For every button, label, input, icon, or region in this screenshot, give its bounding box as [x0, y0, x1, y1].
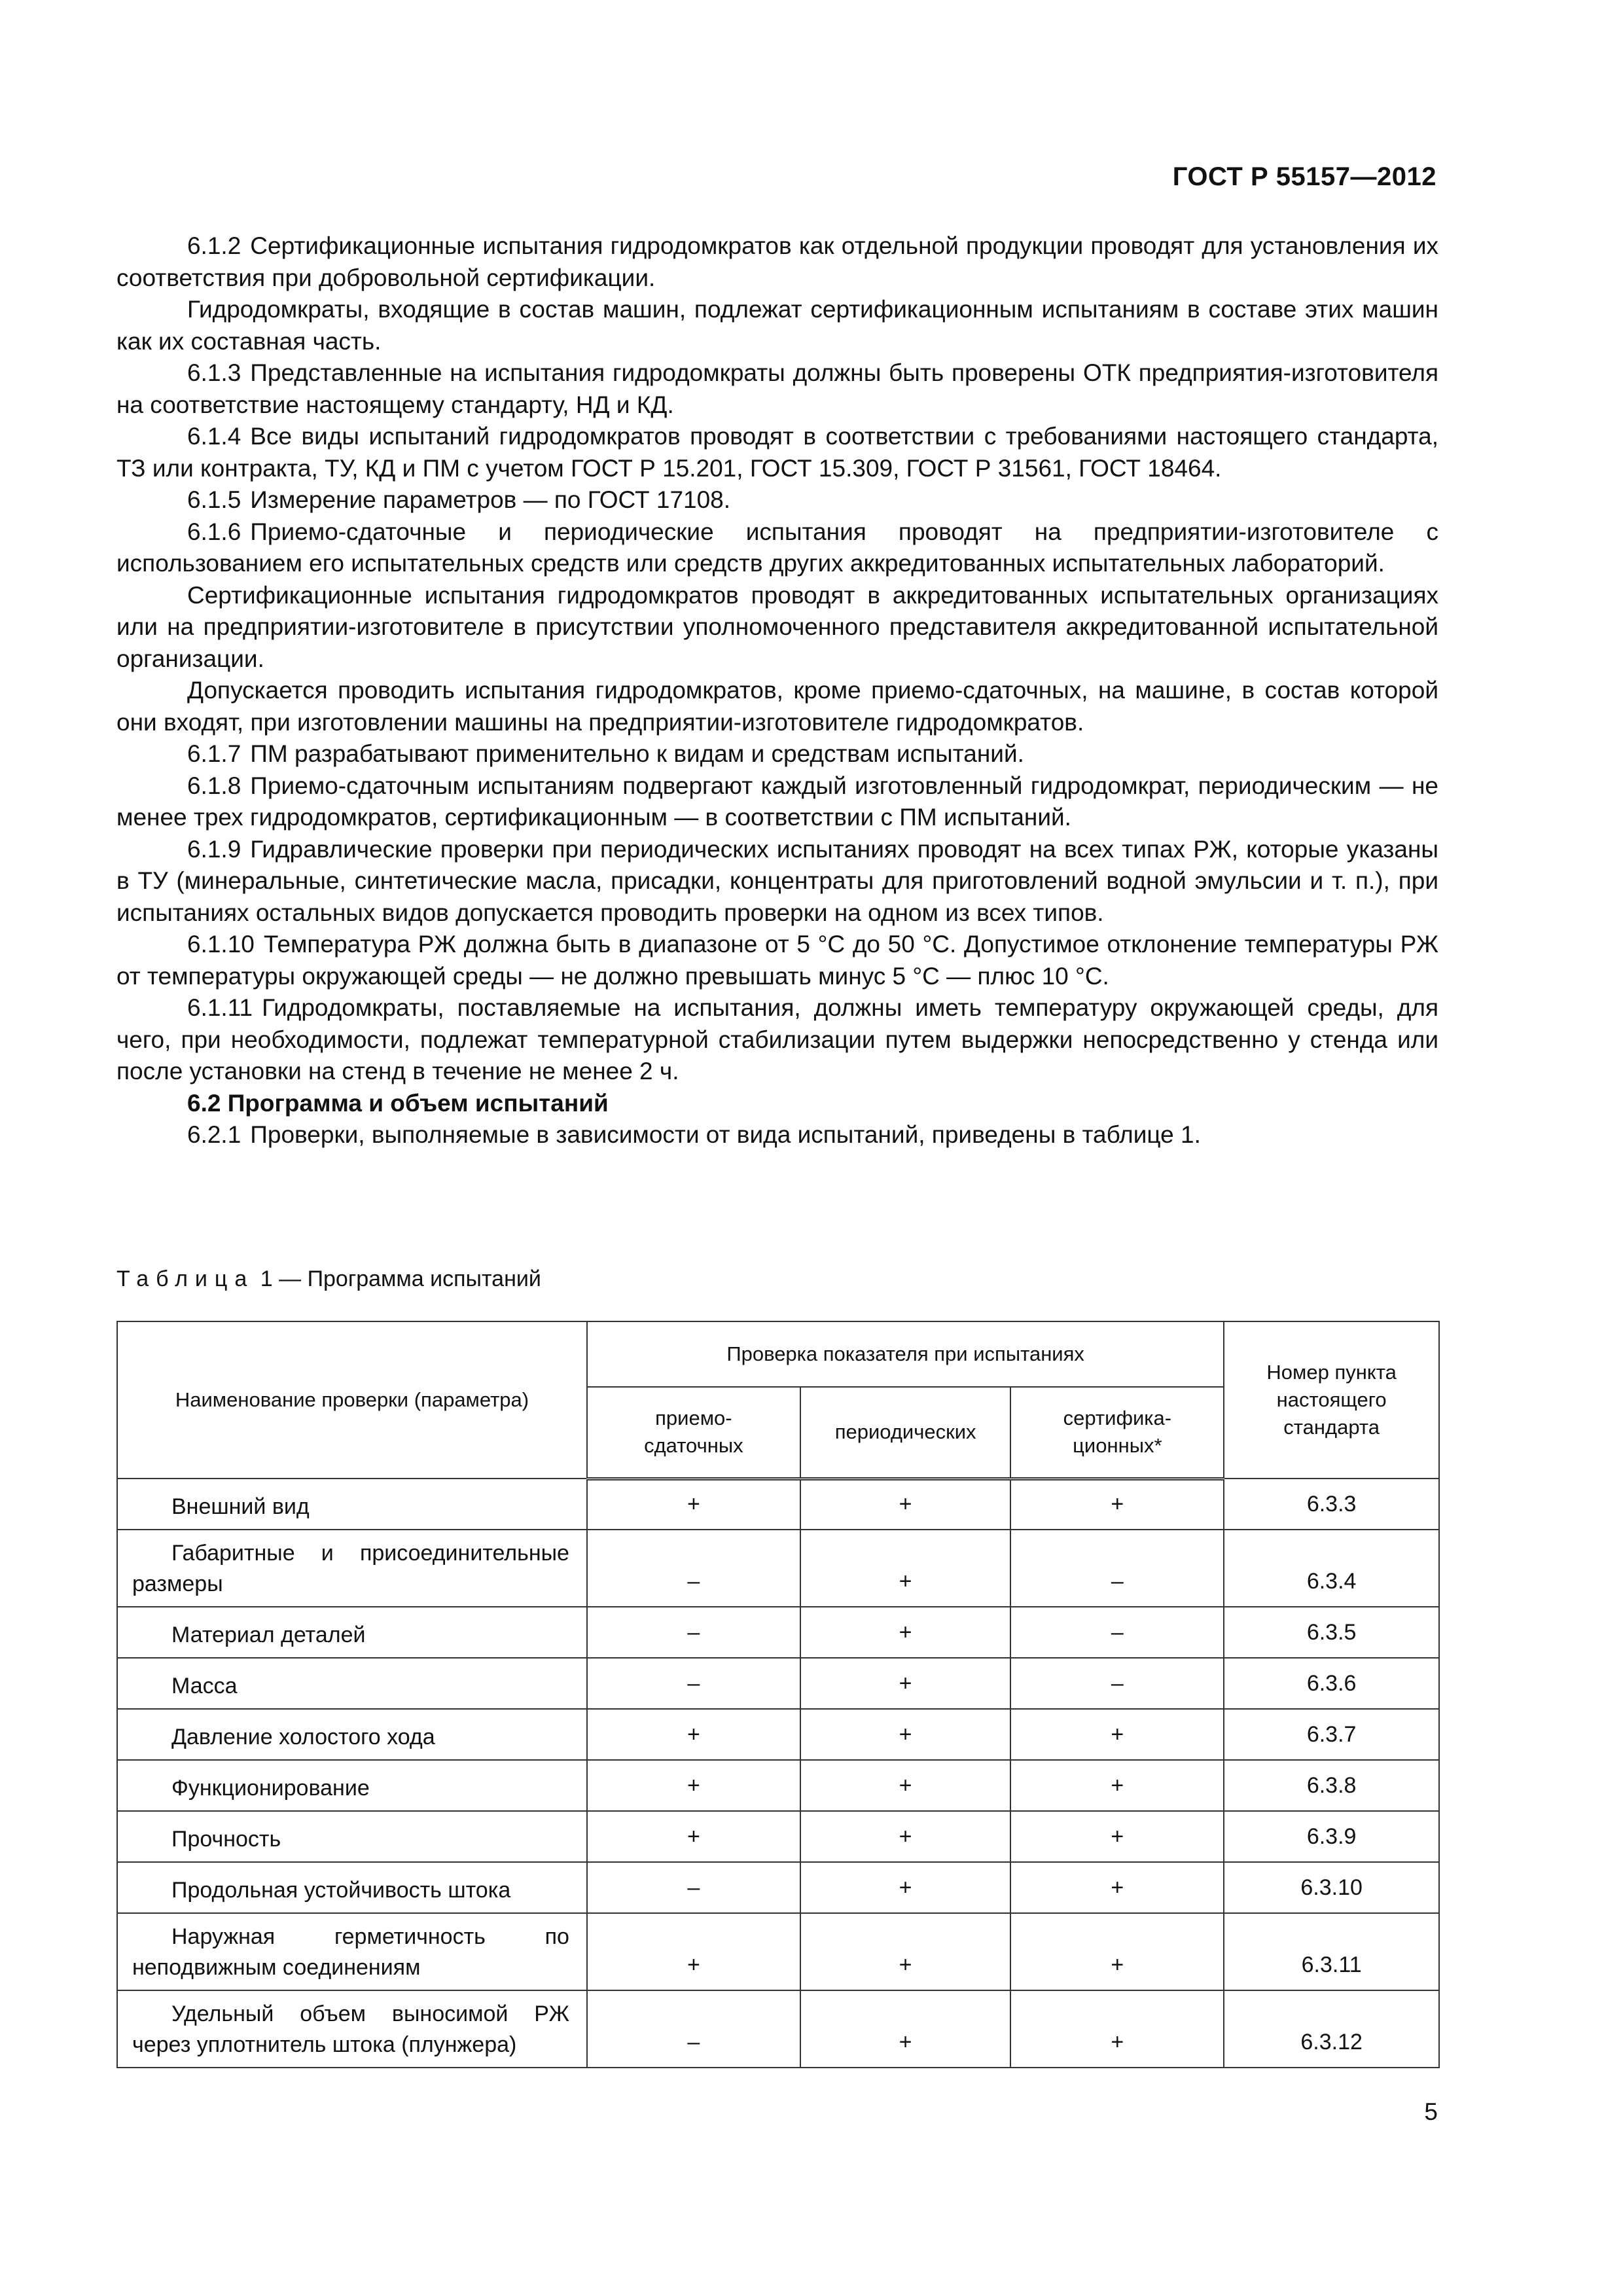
certification-mark: –	[1010, 1607, 1224, 1658]
row-name	[117, 1990, 587, 2068]
row-name	[117, 1658, 587, 1709]
table-row	[117, 1658, 1439, 1709]
page-number: 5	[1424, 2098, 1438, 2125]
certification-mark: –	[1010, 1658, 1224, 1709]
clause-ref: 6.3.7	[1224, 1709, 1439, 1760]
header-clause-ref: Номер пункта настоящего стандарта	[1224, 1321, 1439, 1479]
document-standard-header: ГОСТ Р 55157—2012	[1172, 162, 1436, 191]
table-row	[117, 1479, 1439, 1530]
acceptance-mark: –	[587, 1658, 800, 1709]
paragraph-number: 6.1.7	[187, 740, 241, 767]
paragraph-number: 6.1.5	[187, 486, 241, 513]
paragraph	[116, 580, 1438, 675]
table-row	[117, 1760, 1439, 1811]
paragraph-text: Гидродомкраты, поставляемые на испытания, должны иметь температуру окружающей среды, для чего, при необходимости, подлежат температурной стабилизации путем выдержки непосредственно у стенда или после установки на стенд в течение не менее 2 ч.	[116, 994, 1438, 1085]
paragraph-text: Измерение параметров — по ГОСТ 17108.	[250, 486, 731, 513]
row-name-text: Давление холостого хода	[171, 1725, 435, 1749]
paragraph-text: Гидравлические проверки при периодических испытаниях проводят на всех типах РЖ, которые указаны в ТУ (минеральные, синтетические масла, присадки, концентраты для приготовлений водной эмульсии и т. п.), при испытаниях остальных видов допускается проводить проверки на одном из всех типов.	[116, 835, 1438, 926]
header-name: Наименование проверки (параметра)	[117, 1321, 587, 1479]
certification-mark: +	[1010, 1709, 1224, 1760]
paragraph-number: 6.1.8	[187, 772, 241, 799]
paragraph-number: 6.1.4	[187, 423, 241, 450]
clause-ref: 6.3.10	[1224, 1862, 1439, 1913]
paragraph	[116, 675, 1438, 738]
paragraph-number: 6.1.9	[187, 835, 241, 863]
table-row	[117, 1811, 1439, 1862]
certification-mark: +	[1010, 1913, 1224, 1990]
header-acceptance: приемо-сдаточных	[587, 1387, 800, 1479]
acceptance-mark: –	[587, 1607, 800, 1658]
table-caption-label: Таблица	[116, 1266, 255, 1291]
periodic-mark: +	[800, 1479, 1011, 1530]
periodic-mark: +	[800, 1990, 1011, 2068]
acceptance-mark: +	[587, 1913, 800, 1990]
paragraph-6-1-4	[116, 421, 1438, 484]
periodic-mark: +	[800, 1811, 1011, 1862]
clause-ref: 6.3.12	[1224, 1990, 1439, 2068]
paragraph-text: Сертификационные испытания гидродомкратов проводят в аккредитованных испытательных организациях или на предприятии-изготовителе в присутствии уполномоченного представителя аккредитованной испытательной организации.	[116, 581, 1438, 672]
paragraph-text: Представленные на испытания гидродомкраты должны быть проверены ОТК предприятия-изготовителя на соответствие настоящему стандарту, НД и КД.	[116, 359, 1438, 418]
table-row	[117, 1913, 1439, 1990]
paragraph-6-1-5	[116, 484, 1438, 516]
paragraph-6-1-3	[116, 357, 1438, 421]
clause-ref: 6.3.9	[1224, 1811, 1439, 1862]
paragraph-6-1-11	[116, 992, 1438, 1088]
row-name	[117, 1760, 587, 1811]
acceptance-mark: –	[587, 1862, 800, 1913]
row-name	[117, 1709, 587, 1760]
paragraph-text: Проверки, выполняемые в зависимости от вида испытаний, приведены в таблице 1.	[250, 1121, 1201, 1148]
clause-ref: 6.3.8	[1224, 1760, 1439, 1811]
periodic-mark: +	[800, 1530, 1011, 1607]
periodic-mark: +	[800, 1658, 1011, 1709]
test-program-table	[116, 1321, 1440, 2068]
row-name-text: Материал деталей	[171, 1623, 366, 1647]
clause-ref: 6.3.4	[1224, 1530, 1439, 1607]
paragraph-text: Гидродомкраты, входящие в состав машин, подлежат сертификационным испытаниям в составе этих машин как их составная часть.	[116, 296, 1438, 355]
paragraph-6-1-7	[116, 738, 1438, 770]
row-name-text: Внешний вид	[171, 1494, 310, 1519]
acceptance-mark: +	[587, 1479, 800, 1530]
acceptance-mark: –	[587, 1530, 800, 1607]
section-heading: 6.2 Программа и объем испытаний	[187, 1089, 609, 1117]
row-name-text: Функционирование	[171, 1776, 370, 1801]
clause-ref: 6.3.11	[1224, 1913, 1439, 1990]
paragraph-number: 6.1.10	[187, 931, 255, 958]
certification-mark: +	[1010, 1862, 1224, 1913]
acceptance-mark: –	[587, 1990, 800, 2068]
table-caption-title: 1 — Программа испытаний	[260, 1266, 541, 1291]
row-name	[117, 1913, 587, 1990]
certification-mark: +	[1010, 1479, 1224, 1530]
row-name-text: Прочность	[171, 1827, 281, 1852]
table-row	[117, 1530, 1439, 1607]
acceptance-mark: +	[587, 1760, 800, 1811]
paragraph-number: 6.1.11	[187, 994, 253, 1021]
row-name	[117, 1479, 587, 1530]
acceptance-mark: +	[587, 1709, 800, 1760]
paragraph-text: Все виды испытаний гидродомкратов проводят в соответствии с требованиями настоящего стандарта, ТЗ или контракта, ТУ, КД и ПМ с учетом ГОСТ Р 15.201, ГОСТ 15.309, ГОСТ Р 31561, ГОСТ 18464.	[116, 423, 1438, 482]
acceptance-mark: +	[587, 1811, 800, 1862]
clause-ref: 6.3.6	[1224, 1658, 1439, 1709]
paragraph-6-1-6	[116, 516, 1438, 580]
paragraph-6-1-9	[116, 834, 1438, 929]
row-name	[117, 1530, 587, 1607]
header-certification: сертифика-ционных*	[1010, 1387, 1224, 1479]
certification-mark: +	[1010, 1811, 1224, 1862]
periodic-mark: +	[800, 1862, 1011, 1913]
row-name-text: Наружная герметичность по неподвижным соединениям	[132, 1924, 569, 1980]
paragraph-text: ПМ разрабатывают применительно к видам и средствам испытаний.	[250, 740, 1024, 767]
clause-ref: 6.3.3	[1224, 1479, 1439, 1530]
periodic-mark: +	[800, 1913, 1011, 1990]
row-name	[117, 1811, 587, 1862]
paragraph-number: 6.1.6	[187, 518, 241, 545]
table-caption	[116, 1266, 541, 1292]
paragraph-text: Температура РЖ должна быть в диапазоне от 5 °С до 50 °С. Допустимое отклонение температуры РЖ от температуры окружающей среды — не должно превышать минус 5 °С — плюс 10 °С.	[116, 931, 1438, 990]
row-name-text: Удельный объем выносимой РЖ через уплотнитель штока (плунжера)	[132, 2001, 569, 2057]
paragraph-6-1-8	[116, 770, 1438, 834]
row-name-text: Продольная устойчивость штока	[171, 1878, 511, 1903]
paragraph-number: 6.1.2	[187, 232, 241, 259]
paragraph-6-1-10	[116, 929, 1438, 992]
paragraph-text: Сертификационные испытания гидродомкратов как отдельной продукции проводят для установления их соответствия при добровольной сертификации.	[116, 232, 1438, 291]
certification-mark: +	[1010, 1990, 1224, 2068]
paragraph-text: Допускается проводить испытания гидродомкратов, кроме приемо-сдаточных, на машине, в состав которой они входят, при изготовлении машины на предприятии-изготовителе гидродомкратов.	[116, 677, 1438, 736]
paragraph-text: Приемо-сдаточным испытаниям подвергают каждый изготовленный гидродомкрат, периодическим — не менее трех гидродомкратов, сертификационным — в соответствии с ПМ испытаний.	[116, 772, 1438, 831]
clause-ref: 6.3.5	[1224, 1607, 1439, 1658]
row-name	[117, 1607, 587, 1658]
paragraph-number: 6.2.1	[187, 1121, 241, 1148]
periodic-mark: +	[800, 1760, 1011, 1811]
header-check-group: Проверка показателя при испытаниях	[587, 1321, 1224, 1387]
table-row	[117, 1862, 1439, 1913]
row-name-text: Масса	[171, 1674, 238, 1698]
certification-mark: +	[1010, 1760, 1224, 1811]
paragraph	[116, 294, 1438, 357]
paragraph-text: Приемо-сдаточные и периодические испытания проводят на предприятии-изготовителе с использованием его испытательных средств или средств других аккредитованных испытательных лабораторий.	[116, 518, 1438, 577]
table-row	[117, 1709, 1439, 1760]
paragraph-6-1-2	[116, 230, 1438, 294]
paragraph-6-2-1	[116, 1119, 1438, 1151]
body-text	[116, 230, 1438, 1151]
periodic-mark: +	[800, 1607, 1011, 1658]
row-name-text: Габаритные и присоединительные размеры	[132, 1541, 569, 1596]
table-row	[117, 1607, 1439, 1658]
table-row	[117, 1990, 1439, 2068]
certification-mark: –	[1010, 1530, 1224, 1607]
header-periodic: периодических	[800, 1387, 1011, 1479]
row-name	[117, 1862, 587, 1913]
paragraph-number: 6.1.3	[187, 359, 241, 386]
periodic-mark: +	[800, 1709, 1011, 1760]
